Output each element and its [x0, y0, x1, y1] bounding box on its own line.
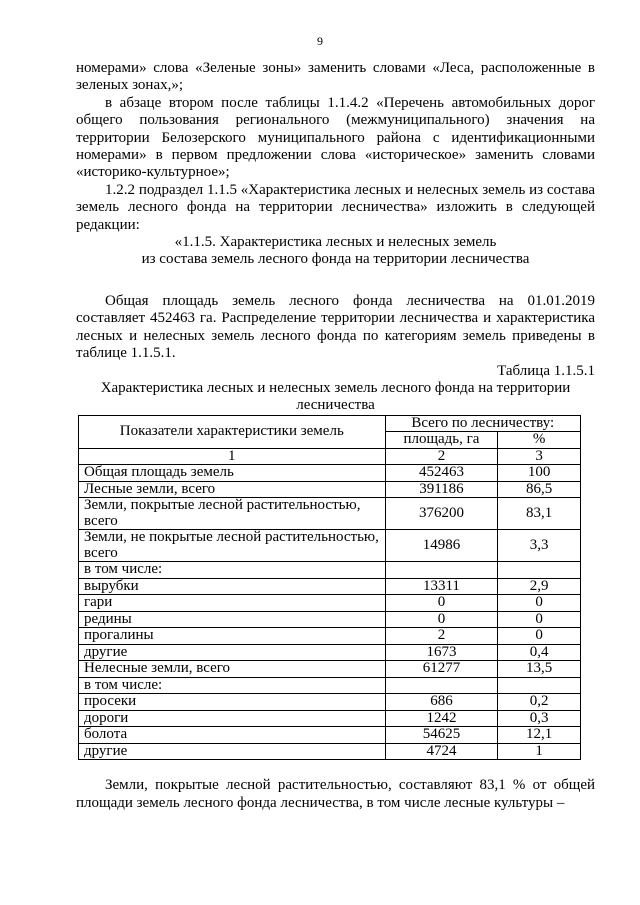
row-label: просеки — [79, 694, 386, 711]
row-area: 13311 — [385, 578, 498, 595]
section-heading-line1: «1.1.5. Характеристика лесных и нелесных земель — [174, 234, 497, 251]
row-label: вырубки — [79, 578, 386, 595]
row-area: 1242 — [385, 710, 498, 727]
row-label: Земли, не покрытые лесной растительностью, всего — [79, 530, 386, 562]
row-area: 2 — [385, 628, 498, 645]
row-label: прогалины — [79, 628, 386, 645]
table-row — [79, 661, 581, 678]
row-label: болота — [79, 727, 386, 744]
paragraph-amendment-2: в абзаце втором после таблицы 1.1.4.2 «Перечень автомобильных дорог общего пользования регионального (межмуниципального) значения на территории Белозерского муниципального района с идентификационными номерами» в первом предложении слова «историческое» заменить словами «историко-культурное»; — [76, 94, 595, 181]
row-area: 376200 — [385, 498, 498, 530]
row-percent: 12,1 — [498, 727, 581, 744]
table-row — [79, 465, 581, 482]
row-area: 391186 — [385, 481, 498, 498]
row-label: другие — [79, 644, 386, 661]
row-label: в том числе: — [79, 562, 386, 579]
row-label: Нелесные земли, всего — [79, 661, 386, 678]
header-percent: % — [498, 432, 581, 449]
row-area: 14986 — [385, 530, 498, 562]
table-row — [79, 644, 581, 661]
row-percent — [498, 562, 581, 579]
table-row — [79, 595, 581, 612]
document-body — [76, 60, 595, 812]
row-area — [385, 562, 498, 579]
column-number: 1 — [79, 448, 386, 465]
row-percent: 100 — [498, 465, 581, 482]
table-row — [79, 710, 581, 727]
header-area: площадь, га — [385, 432, 498, 449]
row-label: Земли, покрытые лесной растительностью, всего — [79, 498, 386, 530]
row-percent: 0 — [498, 611, 581, 628]
table-row — [79, 727, 581, 744]
column-number: 2 — [385, 448, 498, 465]
row-percent: 83,1 — [498, 498, 581, 530]
table-row — [79, 743, 581, 760]
header-total: Всего по лесничеству: — [385, 415, 580, 432]
paragraph-amendment-3: 1.2.2 подраздел 1.1.5 «Характеристика лесных и нелесных земель из состава земель лесного фонда на территории лесничества» изложить в следующей редакции: — [76, 181, 595, 233]
table-row — [79, 530, 581, 562]
row-label: Общая площадь земель — [79, 465, 386, 482]
row-area: 0 — [385, 611, 498, 628]
row-label: дороги — [79, 710, 386, 727]
row-area: 686 — [385, 694, 498, 711]
row-percent: 1 — [498, 743, 581, 760]
row-label: в том числе: — [79, 677, 386, 694]
table-row — [79, 677, 581, 694]
table-row — [79, 578, 581, 595]
row-label: Лесные земли, всего — [79, 481, 386, 498]
header-indicators: Показатели характеристики земель — [79, 415, 386, 448]
row-percent: 0,3 — [498, 710, 581, 727]
row-area — [385, 677, 498, 694]
row-percent — [498, 677, 581, 694]
land-characteristics-table — [78, 415, 581, 761]
table-row — [79, 562, 581, 579]
table-label: Таблица 1.1.5.1 — [497, 362, 595, 379]
row-label: редины — [79, 611, 386, 628]
paragraph-amendment-1: номерами» слова «Зеленые зоны» заменить словами «Леса, расположенные в зеленых зонах,»; — [76, 60, 595, 94]
row-percent: 86,5 — [498, 481, 581, 498]
row-percent: 13,5 — [498, 661, 581, 678]
row-area: 4724 — [385, 743, 498, 760]
row-area: 1673 — [385, 644, 498, 661]
row-percent: 0,4 — [498, 644, 581, 661]
table-header-row — [79, 415, 581, 432]
table-row — [79, 481, 581, 498]
row-area: 61277 — [385, 661, 498, 678]
column-numbers-row — [79, 448, 581, 465]
column-number: 3 — [498, 448, 581, 465]
row-label: гари — [79, 595, 386, 612]
table-row — [79, 611, 581, 628]
row-area: 54625 — [385, 727, 498, 744]
table-row — [79, 498, 581, 530]
section-heading-line2: из состава земель лесного фонда на территории лесничества — [141, 251, 530, 268]
row-percent: 0 — [498, 595, 581, 612]
row-percent: 2,9 — [498, 578, 581, 595]
row-label: другие — [79, 743, 386, 760]
row-area: 0 — [385, 595, 498, 612]
table-title: Характеристика лесных и нелесных земель лесного фонда на территории лесничества — [100, 379, 571, 414]
table-row — [79, 694, 581, 711]
page-number: 9 — [317, 34, 323, 48]
table-row — [79, 628, 581, 645]
paragraph-forest-covered: Земли, покрытые лесной растительностью, составляют 83,1 % от общей площади земель лесного фонда лесничества, в том числе лесные культуры – — [76, 777, 595, 811]
row-percent: 0 — [498, 628, 581, 645]
row-percent: 3,3 — [498, 530, 581, 562]
row-percent: 0,2 — [498, 694, 581, 711]
paragraph-total-area: Общая площадь земель лесного фонда лесничества на 01.01.2019 составляет 452463 га. Распределение территории лесничества и характеристика лесных и нелесных земель лесного фонда по категориям земель приведены в таблице 1.1.5.1. — [76, 292, 595, 362]
row-area: 452463 — [385, 465, 498, 482]
